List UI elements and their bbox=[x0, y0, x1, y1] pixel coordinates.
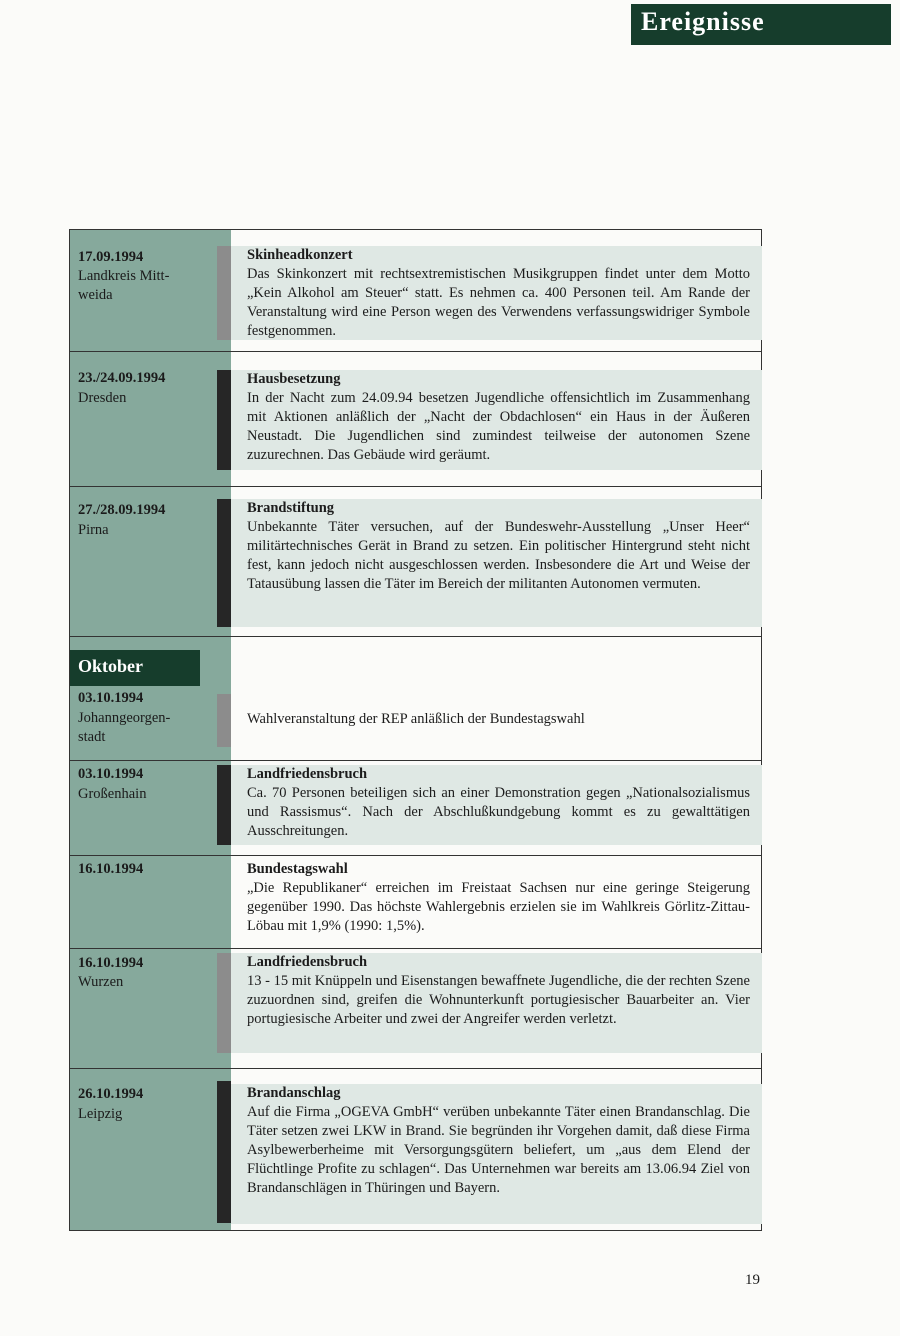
event-content bbox=[231, 1084, 762, 1224]
marker-bar bbox=[217, 246, 231, 340]
section-title: Ereignisse bbox=[641, 7, 765, 36]
event-text: Ca. 70 Personen beteiligen sich an einer Demonstration gegen „Nationalsozialismus und Rassismus“. Nach der Abschlußkundgebung kommt es zu gewalttätigen Ausschreitungen. bbox=[247, 785, 750, 839]
event-date: 23./24.09.1994 bbox=[78, 370, 166, 386]
marker-bar bbox=[217, 370, 231, 470]
event-content bbox=[231, 765, 762, 845]
month-label: Oktober bbox=[78, 656, 143, 676]
marker-bar bbox=[217, 953, 231, 1053]
marker-bar bbox=[217, 765, 231, 845]
divider bbox=[70, 636, 761, 637]
event-text: Auf die Firma „OGEVA GmbH“ verüben unbekannte Täter einen Brandanschlag. Die Täter setzen zwei LKW in Brand. Sie begründen ihr Vorgehen damit, daß diese Firma Asylbewerberheime mit Versorgungsgütern beliefert, um „aus dem Elend der Flüchtlinge Profite zu schlagen“. Das Unternehmen war bereits am 13.06.94 Ziel von Brandanschlägen in Thüringen und Bayern. bbox=[247, 1104, 750, 1196]
event-place: Landkreis Mitt- weida bbox=[78, 268, 170, 303]
event-row bbox=[70, 487, 761, 650]
marker-bar bbox=[217, 1081, 231, 1223]
event-title: Brandstiftung bbox=[247, 500, 335, 516]
event-row bbox=[70, 949, 761, 1069]
event-row bbox=[70, 230, 761, 352]
event-text: In der Nacht zum 24.09.94 besetzen Jugendliche offensichtlich im Zusammenhang mit Aktionen anläßlich der „Nacht der Obdachlosen“ ein Haus in der Äußeren Neustadt. Die Jugendlichen sind zumindest teilweise der autonomen Szene zuzurechnen. Das Gebäude wird geräumt. bbox=[247, 390, 750, 463]
event-row bbox=[70, 1069, 761, 1231]
event-date: 26.10.1994 bbox=[78, 1086, 144, 1102]
event-content bbox=[231, 860, 762, 940]
event-place: Johanngeorgen- stadt bbox=[78, 710, 171, 745]
event-place: Pirna bbox=[78, 522, 109, 538]
event-content bbox=[231, 710, 762, 732]
event-text: „Die Republikaner“ erreichen im Freistaat Sachsen nur eine geringe Steigerung gegenüber 1990. Das höchste Wahlergebnis erzielen sie im Wahlkreis Görlitz-Zittau-Löbau mit 1,9% (1990: 1,5%). bbox=[247, 880, 750, 934]
event-title: Landfriedensbruch bbox=[247, 766, 368, 782]
event-title: Landfriedensbruch bbox=[247, 954, 368, 970]
event-row bbox=[70, 352, 761, 487]
marker-bar bbox=[217, 694, 231, 747]
event-date: 03.10.1994 bbox=[78, 766, 144, 782]
event-title: Hausbesetzung bbox=[247, 371, 341, 387]
page-number: 19 bbox=[745, 1272, 760, 1288]
month-header bbox=[70, 650, 200, 686]
event-text: Wahlveranstaltung der REP anläßlich der Bundestagswahl bbox=[247, 711, 585, 727]
event-content bbox=[231, 370, 762, 470]
event-content bbox=[231, 953, 762, 1053]
event-date: 16.10.1994 bbox=[78, 861, 144, 877]
event-date: 27./28.09.1994 bbox=[78, 502, 166, 518]
event-row bbox=[70, 686, 761, 761]
event-title: Brandanschlag bbox=[247, 1085, 341, 1101]
event-text: 13 - 15 mit Knüppeln und Eisenstangen bewaffnete Jugendliche, die der rechten Szene zuzuordnen sind, greifen die Wohnunterkunft portugiesischer Bauarbeiter an. Vier portugiesische Arbeiter und zwei der Angreifer werden verletzt. bbox=[247, 973, 750, 1027]
event-place: Dresden bbox=[78, 390, 127, 406]
event-content bbox=[231, 246, 762, 340]
event-row bbox=[70, 856, 761, 949]
event-place: Großenhain bbox=[78, 786, 147, 802]
section-header bbox=[631, 4, 891, 45]
event-title: Bundestagswahl bbox=[247, 861, 348, 877]
event-row bbox=[70, 761, 761, 856]
event-text: Unbekannte Täter versuchen, auf der Bundeswehr-Ausstellung „Unser Heer“ militärtechnisches Gerät in Brand zu setzen. Ein politischer Hintergrund steht nicht fest, kann jedoch nicht ausgeschlossen werden. Insbesondere die Art und Weise der Tatausübung lassen die Täter im Bereich der militanten Autonomen vermuten. bbox=[247, 519, 750, 592]
event-content bbox=[231, 499, 762, 627]
event-place: Wurzen bbox=[78, 974, 124, 990]
marker-bar bbox=[217, 499, 231, 627]
events-table bbox=[69, 229, 762, 1231]
event-date: 03.10.1994 bbox=[78, 690, 144, 706]
event-date: 16.10.1994 bbox=[78, 955, 144, 971]
event-text: Das Skinkonzert mit rechtsextremistischen Musikgruppen findet unter dem Motto „Kein Alkohol am Steuer“ statt. Es nehmen ca. 400 Personen teil. Am Rande der Veranstaltung wird eine Person wegen des Verwendens verfassungswidriger Symbole festgenommen. bbox=[247, 266, 750, 339]
event-place: Leipzig bbox=[78, 1106, 123, 1122]
event-date: 17.09.1994 bbox=[78, 249, 144, 265]
event-title: Skinheadkonzert bbox=[247, 247, 353, 263]
